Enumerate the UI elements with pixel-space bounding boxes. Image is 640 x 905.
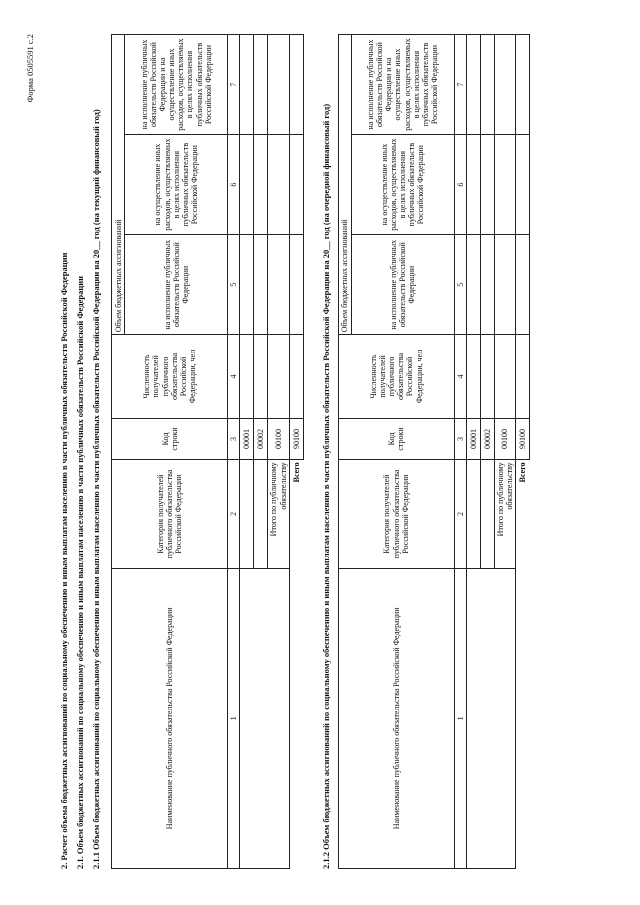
header-volume-combined: на исполнение публичных обязательств Российской Федерации и на осуществление иных расходов, осуществляемых в целях исполнения публичных обязательств Российской Федерации <box>351 35 454 135</box>
heading-section-2-1: 2.1. Объем бюджетных ассигнований по социальному обеспечению и иным выплатам населению в части публичных обязательств Российской Федерации <box>74 275 85 869</box>
column-number: 1 <box>454 568 466 868</box>
volume-cell[interactable] <box>516 35 530 135</box>
column-number: 2 <box>228 460 240 568</box>
volume-cell[interactable] <box>254 35 268 135</box>
heading-section-2-1-1: 2.1.1 Объем бюджетных ассигнований по социальному обеспечению и иным выплатам населению в части публичных обязательств Российской Федерации на 20__ год (на текущий финансовый год) <box>90 109 101 869</box>
row-code: 00001 <box>240 418 254 460</box>
subtotal-label: Итого по публичному обязательству <box>268 460 289 568</box>
count-cell[interactable] <box>494 335 515 418</box>
volume-cell[interactable] <box>466 135 480 235</box>
count-cell[interactable] <box>466 335 480 418</box>
column-number: 7 <box>228 35 240 135</box>
volume-cell[interactable] <box>480 135 494 235</box>
column-number: 5 <box>228 235 240 335</box>
count-cell[interactable] <box>268 335 289 418</box>
volume-cell[interactable] <box>240 35 254 135</box>
volume-cell[interactable] <box>240 135 254 235</box>
column-number: 1 <box>228 568 240 868</box>
header-volume-other: на осуществление иных расходов, осуществляемых в целях исполнения публичных обязательств Российской Федерации <box>125 135 228 235</box>
total-label: Всего <box>289 460 303 869</box>
category-cell[interactable] <box>480 460 494 568</box>
category-cell[interactable] <box>240 460 254 568</box>
obligation-name-cell[interactable] <box>466 568 515 868</box>
subtotal-label: Итого по публичному обязательству <box>494 460 515 568</box>
count-cell[interactable] <box>516 335 530 418</box>
table-current-year <box>111 34 304 869</box>
header-volume-group: Объем бюджетных ассигнований <box>112 35 125 335</box>
volume-cell[interactable] <box>480 35 494 135</box>
header-row-code: Код строки <box>112 418 228 460</box>
total-row <box>516 35 530 869</box>
column-number: 4 <box>454 335 466 418</box>
volume-cell[interactable] <box>254 235 268 335</box>
column-number: 7 <box>454 35 466 135</box>
header-row-code: Код строки <box>338 418 454 460</box>
table-row <box>466 35 480 869</box>
header-obligation-name: Наименование публичного обязательства Российской Федерации <box>112 568 228 868</box>
volume-cell[interactable] <box>240 235 254 335</box>
heading-section-2: 2. Расчет объема бюджетных ассигнований по социальному обеспечению и иным выплатам населению в части публичных обязательств Российской Федерации <box>59 252 69 869</box>
column-number: 2 <box>454 460 466 568</box>
count-cell[interactable] <box>254 335 268 418</box>
volume-cell[interactable] <box>516 135 530 235</box>
header-volume-group: Объем бюджетных ассигнований <box>338 35 351 335</box>
form-number: Форма 0505591 с.2 <box>25 34 35 103</box>
header-volume-obligations: на исполнение публичных обязательств Российской Федерации <box>125 235 228 335</box>
column-number: 5 <box>454 235 466 335</box>
heading-section-2-1-2: 2.1.2 Объем бюджетных ассигнований по социальному обеспечению и иным выплатам населению в части публичных обязательств Российской Федерации на 20__ год (на очередной финансовый год) <box>320 103 331 869</box>
table-row <box>240 35 254 869</box>
column-number: 3 <box>228 418 240 460</box>
column-number: 3 <box>454 418 466 460</box>
volume-cell[interactable] <box>268 35 289 135</box>
header-recipient-category: Категория получателей публичного обязательства Российской Федерации <box>338 460 454 568</box>
row-code: 90100 <box>289 418 303 460</box>
row-code: 00100 <box>268 418 289 460</box>
volume-cell[interactable] <box>289 235 303 335</box>
row-code: 00100 <box>494 418 515 460</box>
volume-cell[interactable] <box>516 235 530 335</box>
header-obligation-name: Наименование публичного обязательства Российской Федерации <box>338 568 454 868</box>
count-cell[interactable] <box>289 335 303 418</box>
volume-cell[interactable] <box>494 235 515 335</box>
category-cell[interactable] <box>466 460 480 568</box>
volume-cell[interactable] <box>289 35 303 135</box>
row-code: 90100 <box>516 418 530 460</box>
count-cell[interactable] <box>480 335 494 418</box>
header-volume-combined: на исполнение публичных обязательств Российской Федерации и на осуществление иных расходов, осуществляемых в целях исполнения публичных обязательств Российской Федерации <box>125 35 228 135</box>
row-code: 00001 <box>466 418 480 460</box>
table-next-year <box>338 34 531 869</box>
volume-cell[interactable] <box>466 35 480 135</box>
header-volume-obligations: на исполнение публичных обязательств Российской Федерации <box>351 235 454 335</box>
category-cell[interactable] <box>254 460 268 568</box>
obligation-name-cell[interactable] <box>240 568 289 868</box>
header-recipient-category: Категория получателей публичного обязательства Российской Федерации <box>112 460 228 568</box>
row-code: 00002 <box>480 418 494 460</box>
volume-cell[interactable] <box>268 235 289 335</box>
column-number: 6 <box>454 135 466 235</box>
volume-cell[interactable] <box>494 135 515 235</box>
volume-cell[interactable] <box>289 135 303 235</box>
header-volume-other: на осуществление иных расходов, осуществляемых в целях исполнения публичных обязательств Российской Федерации <box>351 135 454 235</box>
column-number: 4 <box>228 335 240 418</box>
header-recipient-count: Численность получателей публичного обязательства Российской Федерации, чел <box>112 335 228 418</box>
volume-cell[interactable] <box>480 235 494 335</box>
volume-cell[interactable] <box>494 35 515 135</box>
row-code: 00002 <box>254 418 268 460</box>
volume-cell[interactable] <box>268 135 289 235</box>
volume-cell[interactable] <box>254 135 268 235</box>
column-number: 6 <box>228 135 240 235</box>
header-recipient-count: Численность получателей публичного обязательства Российской Федерации, чел <box>338 335 454 418</box>
total-row <box>289 35 303 869</box>
volume-cell[interactable] <box>466 235 480 335</box>
count-cell[interactable] <box>240 335 254 418</box>
total-label: Всего <box>516 460 530 869</box>
